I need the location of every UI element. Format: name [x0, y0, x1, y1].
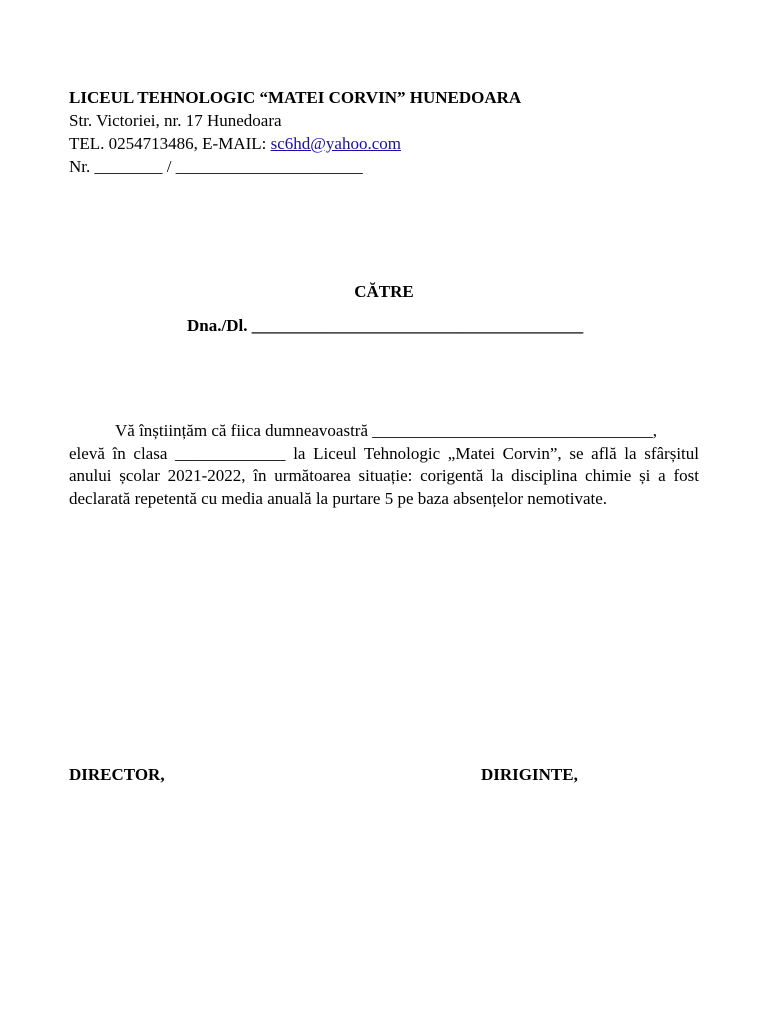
body-line-4: declarată repetentă cu media anuală la purtare 5 pe baza absențelor nemotivate. — [69, 488, 608, 508]
school-address: Str. Victoriei, nr. 17 Hunedoara — [69, 111, 282, 130]
director-signature-label: DIRECTOR, — [69, 765, 165, 784]
contact-line — [69, 132, 521, 155]
body-line-3: anului școlar 2021-2022, în următoarea situație: corigentă la disciplina chimie și a fost — [69, 466, 699, 485]
registration-number: Nr. ________ / ______________________ — [69, 157, 363, 176]
addressee-heading: CĂTRE — [354, 282, 414, 301]
body-line-1: Vă înștiințăm că fiica dumneavoastră _________________________________, — [115, 421, 658, 440]
recipient-line: Dna./Dl. _______________________________________ — [187, 316, 584, 335]
letterhead — [69, 86, 521, 178]
body-line-2: elevă în clasa _____________ la Liceul Tehnologic „Matei Corvin”, se află la sfârșitul — [69, 443, 699, 463]
email-link[interactable]: sc6hd@yahoo.com — [270, 134, 401, 153]
notification-body — [69, 420, 699, 510]
contact-prefix: TEL. 0254713486, E-MAIL: — [69, 134, 271, 153]
diriginte-signature-label: DIRIGINTE, — [481, 765, 578, 784]
school-name: LICEUL TEHNOLOGIC “MATEI CORVIN” HUNEDOARA — [69, 88, 522, 107]
